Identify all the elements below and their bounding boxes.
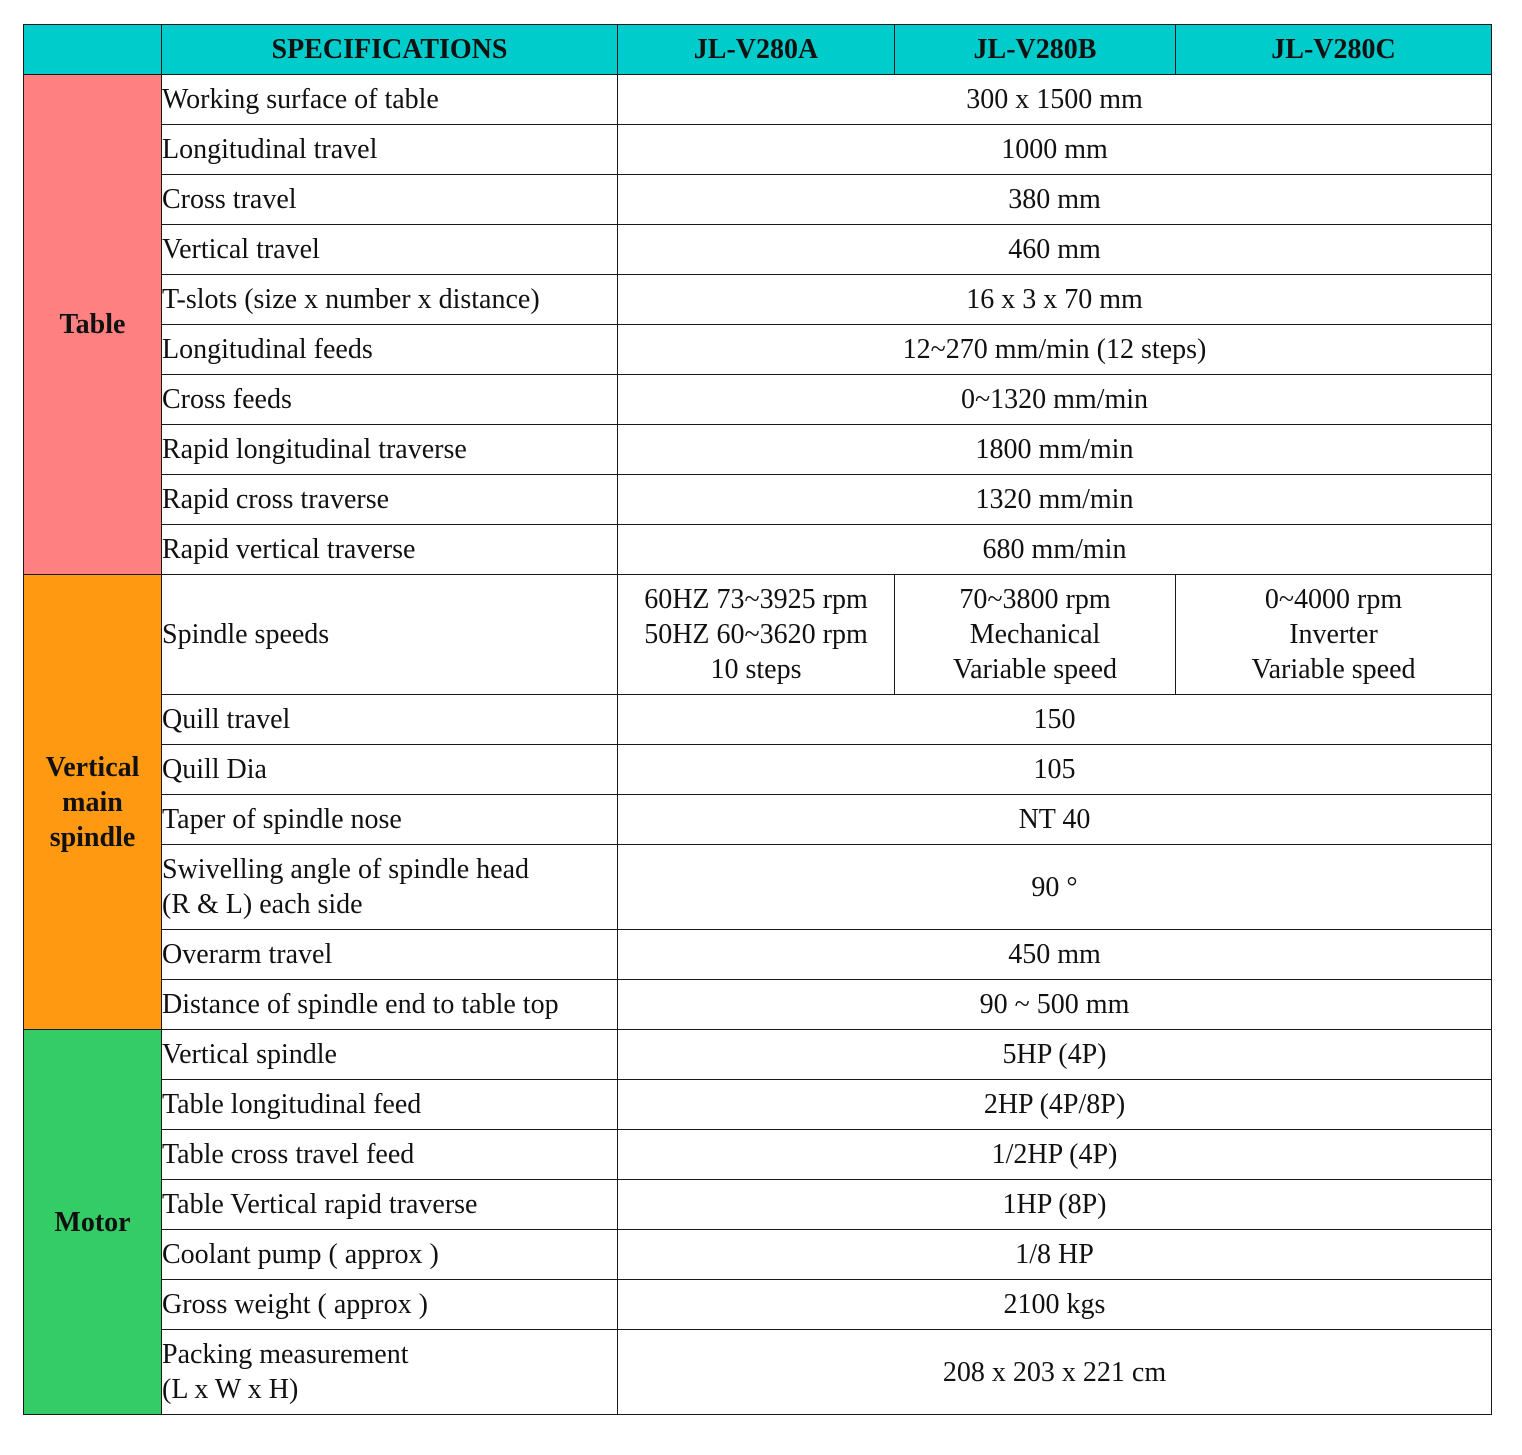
table-row [24,225,1492,275]
speed-line: Inverter [1289,619,1378,650]
spec-value: 5HP (4P) [618,1030,1492,1080]
spec-value: 1/8 HP [618,1230,1492,1280]
spec-value: 1800 mm/min [618,425,1492,475]
label-line: (R & L) each side [162,889,363,920]
spec-label: Quill travel [162,695,618,745]
table-row [24,845,1492,930]
label-line: Swivelling angle of spindle head [162,854,530,885]
spec-label: Longitudinal feeds [162,325,618,375]
spec-value: 105 [618,745,1492,795]
spec-label: Rapid longitudinal traverse [162,425,618,475]
speed-line: Mechanical [969,619,1101,650]
table-row [24,325,1492,375]
spec-label: Quill Dia [162,745,618,795]
spec-label: Cross feeds [162,375,618,425]
table-row [24,1030,1492,1080]
spec-label: Vertical spindle [162,1030,618,1080]
table-row [24,745,1492,795]
spec-value: 2100 kgs [618,1280,1492,1330]
spec-value: 150 [618,695,1492,745]
table-row [24,1180,1492,1230]
table-row [24,930,1492,980]
spec-value: 1320 mm/min [618,475,1492,525]
label-line: (L x W x H) [162,1374,299,1405]
table-row [24,795,1492,845]
table-row [24,425,1492,475]
spec-label: Longitudinal travel [162,125,618,175]
spec-value: NT 40 [618,795,1492,845]
spindle-speed-a [618,575,895,695]
spec-label: Working surface of table [162,75,618,125]
header-model-b: JL-V280B [895,25,1176,75]
spec-value: 90 ~ 500 mm [618,980,1492,1030]
speed-line: Variable speed [1251,654,1416,685]
section-label-line: Vertical [45,751,140,783]
table-row [24,695,1492,745]
speed-line: 10 steps [710,654,802,685]
section-label-motor: Motor [24,1030,162,1415]
header-model-c: JL-V280C [1176,25,1492,75]
table-row [24,275,1492,325]
speed-line: Variable speed [952,654,1118,685]
spindle-speed-b [895,575,1176,695]
spec-label [162,1330,618,1415]
spec-label: Vertical travel [162,225,618,275]
spec-value: 208 x 203 x 221 cm [618,1330,1492,1415]
spec-label: Spindle speeds [162,575,618,695]
spec-value: 1HP (8P) [618,1180,1492,1230]
spec-value: 380 mm [618,175,1492,225]
header-row [24,25,1492,75]
table-row [24,1280,1492,1330]
spec-label: Table cross travel feed [162,1130,618,1180]
section-label-spindle [24,575,162,1030]
spec-value: 90 ° [618,845,1492,930]
spec-value: 680 mm/min [618,525,1492,575]
table-row [24,1130,1492,1180]
table-row [24,475,1492,525]
section-label-table: Table [24,75,162,575]
spec-label: Table longitudinal feed [162,1080,618,1130]
table-row [24,125,1492,175]
spec-label [162,845,618,930]
table-row [24,525,1492,575]
spec-value: 12~270 mm/min (12 steps) [618,325,1492,375]
spec-value: 300 x 1500 mm [618,75,1492,125]
spec-label: Cross travel [162,175,618,225]
label-line: Packing measurement [162,1339,409,1370]
spec-value: 460 mm [618,225,1492,275]
header-model-a: JL-V280A [618,25,895,75]
speed-line: 50HZ 60~3620 rpm [644,619,868,650]
table-row [24,175,1492,225]
table-row [24,375,1492,425]
header-specifications: SPECIFICATIONS [162,25,618,75]
spec-label: Table Vertical rapid traverse [162,1180,618,1230]
spec-label: Gross weight ( approx ) [162,1280,618,1330]
table-row [24,1330,1492,1415]
table-row [24,1080,1492,1130]
spec-label: Coolant pump ( approx ) [162,1230,618,1280]
table-row [24,1230,1492,1280]
section-label-line: spindle [49,821,136,853]
header-corner [24,25,162,75]
spec-label: Distance of spindle end to table top [162,980,618,1030]
table-row [24,575,1492,695]
spec-value: 2HP (4P/8P) [618,1080,1492,1130]
speed-line: 60HZ 73~3925 rpm [644,584,868,615]
spec-value: 1000 mm [618,125,1492,175]
spec-label: T-slots (size x number x distance) [162,275,618,325]
speed-line: 70~3800 rpm [959,584,1111,615]
spec-label: Overarm travel [162,930,618,980]
section-label-line: main [62,786,123,818]
spec-value: 1/2HP (4P) [618,1130,1492,1180]
spec-table [23,24,1492,1415]
spec-label: Rapid vertical traverse [162,525,618,575]
spec-value: 16 x 3 x 70 mm [618,275,1492,325]
speed-line: 0~4000 rpm [1264,584,1403,615]
spec-label: Taper of spindle nose [162,795,618,845]
spec-label: Rapid cross traverse [162,475,618,525]
spec-value: 450 mm [618,930,1492,980]
spindle-speed-c [1176,575,1492,695]
table-row [24,75,1492,125]
spec-value: 0~1320 mm/min [618,375,1492,425]
table-row [24,980,1492,1030]
